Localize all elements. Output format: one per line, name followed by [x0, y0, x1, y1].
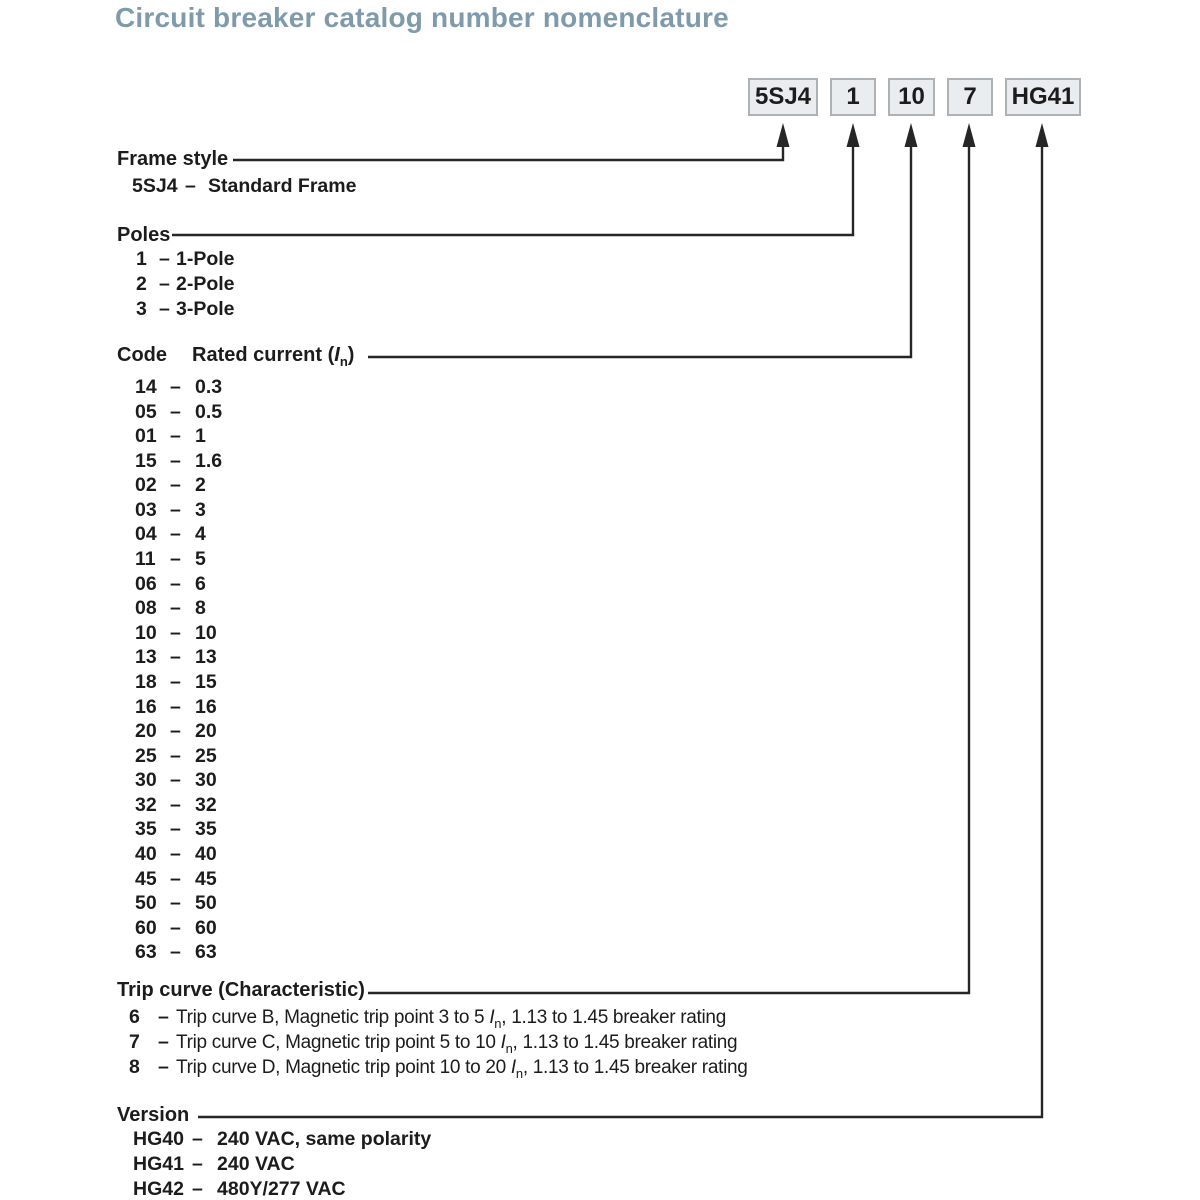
- poles-label: Poles: [117, 224, 171, 246]
- rated-current-item: [117, 770, 354, 795]
- item-value: 20: [195, 720, 217, 743]
- item-code: 11: [135, 548, 156, 571]
- item-description: Trip curve D, Magnetic trip point 10 to 20 $I_n$, 1.13 to 1.45 breaker rating: [176, 1057, 748, 1081]
- item-code: 8: [129, 1056, 140, 1078]
- item-value: 3-Pole: [176, 298, 235, 320]
- current-symbol: I: [334, 344, 340, 366]
- version-list: [117, 1129, 431, 1200]
- item-value: 6: [195, 572, 206, 595]
- item-code: 1: [136, 248, 147, 270]
- rated-current-header: [117, 344, 354, 373]
- rated-current-item: [117, 549, 354, 574]
- current-symbol: I: [510, 1057, 516, 1078]
- item-code: 16: [135, 695, 157, 718]
- item-code: 35: [135, 818, 157, 841]
- item-code: 15: [135, 449, 157, 472]
- item-code: 7: [129, 1031, 140, 1053]
- rated-current-item: [117, 451, 354, 476]
- item-code: 13: [135, 646, 157, 669]
- item-value: 240 VAC: [217, 1153, 295, 1175]
- dash-separator: –: [170, 548, 181, 571]
- item-code: 30: [135, 769, 157, 792]
- catalog-segment-label: 10: [898, 83, 925, 110]
- item-value: 10: [195, 621, 217, 644]
- rated-current-column-header: Rated current $(I_n)$: [192, 344, 355, 369]
- trip-curve-list: [117, 1007, 748, 1082]
- dash-separator: –: [170, 646, 181, 669]
- item-code: 05: [135, 400, 157, 423]
- dash-separator: –: [158, 1006, 169, 1028]
- dash-separator: –: [170, 498, 181, 521]
- item-code: 6: [129, 1006, 140, 1028]
- item-code: HG41: [133, 1153, 184, 1175]
- item-code: HG42: [133, 1178, 184, 1200]
- item-value: 1: [195, 425, 206, 448]
- item-value: 1-Pole: [176, 248, 235, 270]
- item-value: 480Y/277 VAC: [217, 1178, 346, 1200]
- item-code: 25: [135, 744, 157, 767]
- dash-separator: –: [158, 1056, 169, 1078]
- item-code: 10: [135, 621, 157, 644]
- frame-style-item: [117, 176, 356, 200]
- item-value: 2: [195, 474, 206, 497]
- item-code: 02: [135, 474, 157, 497]
- item-value: 40: [195, 842, 217, 865]
- version-item: [117, 1154, 431, 1179]
- rated-current-item: [117, 647, 354, 672]
- item-value: 63: [195, 941, 217, 964]
- dash-separator: –: [170, 523, 181, 546]
- dash-separator: –: [170, 376, 181, 398]
- poles-arrowhead: [847, 123, 860, 147]
- rated-current-item: [117, 819, 354, 844]
- rated-current-item: [117, 746, 354, 771]
- dash-separator: –: [170, 670, 181, 693]
- dash-separator: –: [170, 425, 181, 448]
- frame-style-list: [117, 176, 356, 200]
- dash-separator: –: [170, 842, 181, 865]
- dash-separator: –: [170, 769, 181, 792]
- item-value: 0.5: [195, 400, 223, 423]
- item-code: 3: [136, 298, 147, 320]
- item-value: 0.3: [195, 376, 223, 398]
- current-subscript: n: [339, 354, 348, 369]
- dash-separator: –: [170, 572, 181, 595]
- rated-current-item: [117, 475, 354, 500]
- section-trip-curve: [117, 979, 748, 1082]
- dash-separator: –: [170, 867, 181, 890]
- item-value: 32: [195, 793, 217, 816]
- item-value: 1.6: [195, 449, 223, 472]
- dash-separator: –: [159, 248, 170, 270]
- catalog-segment-label: 7: [963, 83, 977, 110]
- dash-separator: –: [170, 474, 181, 497]
- dash-separator: –: [170, 621, 181, 644]
- item-value: 15: [195, 670, 217, 693]
- item-value: 8: [195, 597, 206, 620]
- rated-current-item: [117, 942, 354, 967]
- item-code: 50: [135, 892, 157, 915]
- trip-curve-label: Trip curve (Characteristic): [117, 979, 365, 1001]
- item-value: 25: [195, 744, 217, 767]
- dash-separator: –: [159, 298, 170, 320]
- item-value: 16: [195, 695, 217, 718]
- rated-current-item: [117, 697, 354, 722]
- code-column-header: Code: [117, 344, 167, 366]
- frame-style-arrowhead: [777, 123, 790, 147]
- item-code: 01: [135, 425, 157, 448]
- rated-current-connector-line: [368, 147, 911, 357]
- rated-current-arrowhead: [905, 123, 918, 147]
- poles-list: [117, 249, 235, 324]
- item-code: 03: [135, 498, 157, 521]
- current-subscript: n: [505, 1040, 513, 1056]
- catalog-segment-label: HG41: [1011, 83, 1075, 110]
- rated-current-item: [117, 623, 354, 648]
- item-value: 50: [195, 892, 217, 915]
- rated-current-item: [117, 377, 354, 402]
- rated-current-item: [117, 598, 354, 623]
- dash-separator: –: [192, 1128, 203, 1150]
- version-item: [117, 1129, 431, 1154]
- dash-separator: –: [170, 744, 181, 767]
- section-rated-current: [117, 344, 354, 967]
- rated-current-item: [117, 500, 354, 525]
- item-code: 18: [135, 670, 157, 693]
- version-item: [117, 1179, 431, 1200]
- item-value: 45: [195, 867, 217, 890]
- item-value: 35: [195, 818, 217, 841]
- rated-current-item: [117, 869, 354, 894]
- section-version: [117, 1104, 431, 1200]
- item-code: 14: [135, 376, 157, 398]
- poles-item: [117, 249, 235, 274]
- dash-separator: –: [170, 941, 181, 964]
- item-code: 63: [135, 941, 157, 964]
- item-code: 2: [136, 273, 147, 295]
- item-value: 2-Pole: [176, 273, 235, 295]
- item-code: 06: [135, 572, 157, 595]
- item-value: 13: [195, 646, 217, 669]
- dash-separator: –: [170, 400, 181, 423]
- dash-separator: –: [170, 720, 181, 743]
- dash-separator: –: [170, 818, 181, 841]
- trip-curve-connector-line: [368, 147, 969, 993]
- item-value: 240 VAC, same polarity: [217, 1128, 432, 1150]
- item-code: 08: [135, 597, 157, 620]
- poles-item: [117, 299, 235, 324]
- item-code: 40: [135, 842, 157, 865]
- rated-current-list: [117, 377, 354, 967]
- item-value: 30: [195, 769, 217, 792]
- frame-style-label: Frame style: [117, 148, 229, 170]
- item-description: Trip curve B, Magnetic trip point 3 to 5 $I_n$, 1.13 to 1.45 breaker rating: [176, 1007, 726, 1031]
- poles-item: [117, 274, 235, 299]
- trip-curve-item: [117, 1057, 748, 1082]
- current-symbol: I: [489, 1007, 495, 1028]
- dash-separator: –: [192, 1153, 203, 1175]
- item-value: 60: [195, 916, 217, 939]
- rated-current-item: [117, 524, 354, 549]
- catalog-segment-label: 5SJ4: [754, 83, 812, 110]
- trip-curve-item: [117, 1007, 748, 1032]
- item-code: 5SJ4: [132, 175, 178, 197]
- dash-separator: –: [159, 273, 170, 295]
- item-code: HG40: [133, 1128, 184, 1150]
- section-frame-style: [117, 148, 356, 200]
- catalog-segment-label: 1: [846, 83, 860, 110]
- section-poles: [117, 224, 235, 324]
- item-code: 32: [135, 793, 157, 816]
- rated-current-item: [117, 402, 354, 427]
- item-description: Trip curve C, Magnetic trip point 5 to 10 $I_n$, 1.13 to 1.45 breaker rating: [176, 1032, 738, 1056]
- item-code: 04: [135, 523, 157, 546]
- dash-separator: –: [170, 449, 181, 472]
- item-value: 4: [195, 523, 206, 546]
- rated-current-item: [117, 918, 354, 943]
- rated-current-item: [117, 721, 354, 746]
- rated-current-item: [117, 893, 354, 918]
- dash-separator: –: [170, 916, 181, 939]
- item-code: 60: [135, 916, 157, 939]
- dash-separator: –: [158, 1031, 169, 1053]
- item-code: 45: [135, 867, 157, 890]
- rated-current-item: [117, 574, 354, 599]
- page-title: Circuit breaker catalog number nomenclature: [115, 2, 729, 33]
- rated-current-item: [117, 844, 354, 869]
- dash-separator: –: [185, 175, 196, 197]
- current-subscript: n: [494, 1015, 502, 1031]
- item-value: Standard Frame: [208, 175, 357, 197]
- dash-separator: –: [170, 793, 181, 816]
- rated-current-item: [117, 426, 354, 451]
- rated-current-item: [117, 672, 354, 697]
- trip-curve-item: [117, 1032, 748, 1057]
- dash-separator: –: [170, 597, 181, 620]
- item-value: 3: [195, 498, 206, 521]
- dash-separator: –: [170, 695, 181, 718]
- trip-curve-arrowhead: [963, 123, 976, 147]
- rated-current-item: [117, 795, 354, 820]
- current-subscript: n: [515, 1065, 523, 1081]
- version-label: Version: [117, 1104, 190, 1126]
- dash-separator: –: [192, 1178, 203, 1200]
- dash-separator: –: [170, 892, 181, 915]
- current-symbol: I: [500, 1032, 506, 1053]
- item-value: 5: [195, 548, 206, 571]
- item-code: 20: [135, 720, 157, 743]
- version-arrowhead: [1036, 123, 1049, 147]
